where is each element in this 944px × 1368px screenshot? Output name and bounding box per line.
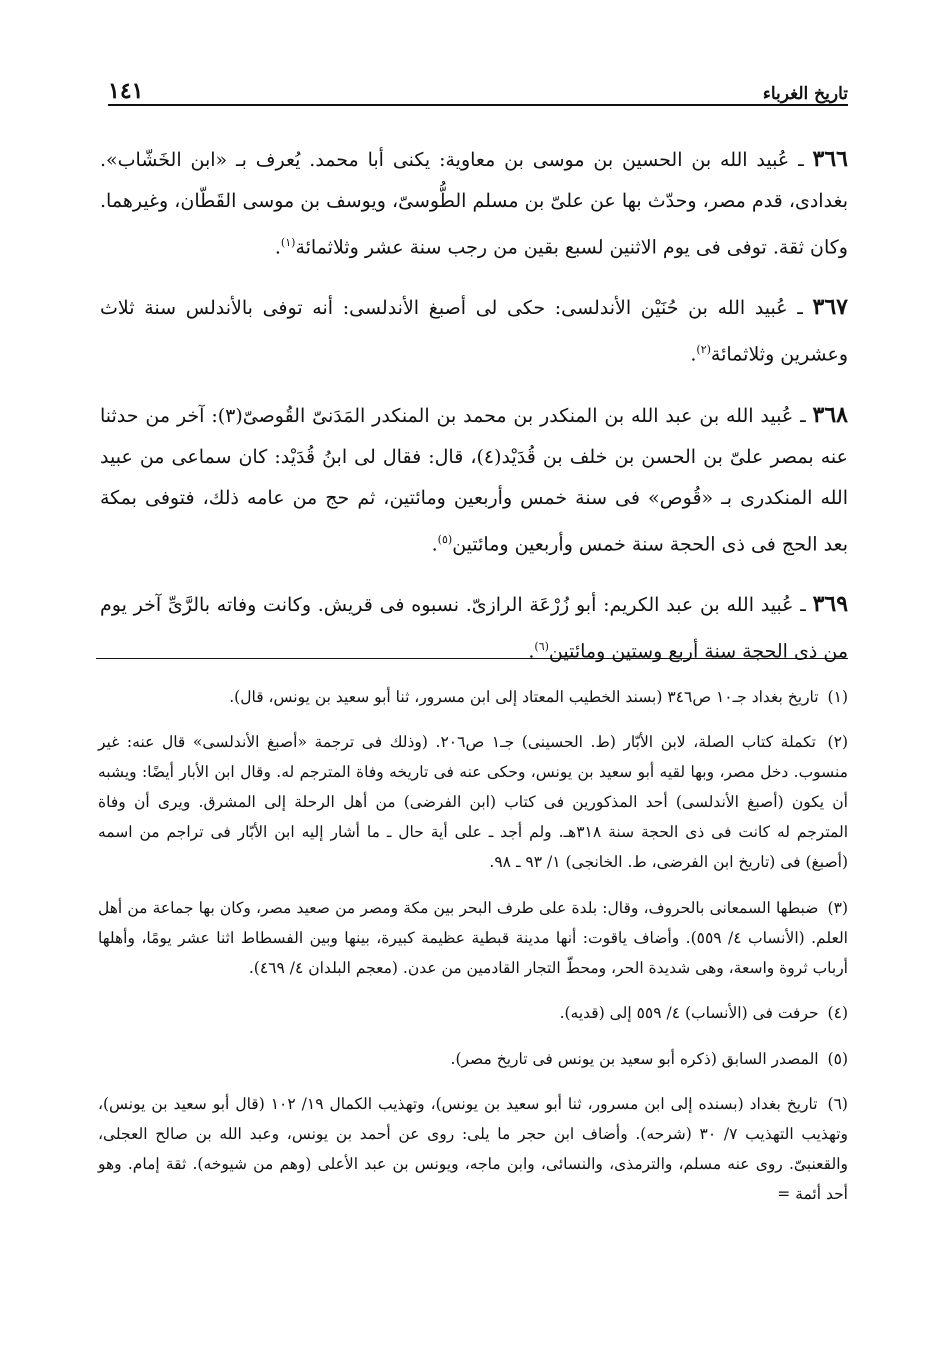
footnote-marker: (٢) (827, 733, 848, 751)
footnote-separator (96, 658, 848, 659)
footnote-marker: (٣) (827, 898, 848, 917)
entry-number: ٣٦٩ (812, 590, 849, 617)
footnote-marker: (٤) (827, 1004, 848, 1022)
entry-number: ٣٦٦ (812, 146, 848, 172)
footnote-marker: (٥) (827, 1049, 848, 1068)
entry-369: ٣٦٩ ـ عُبيد الله بن عبد الكريم: أبو زُرْعَة الرازىّ. نسبوه فى قريش. وكانت وفاته بالرَّىِّ آخر يوم من ذى الحجة سنة أربع وستين ومائتين$^{(٦)}$. (100, 590, 849, 663)
footnote-marker: (١) (827, 687, 848, 706)
entry-number: ٣٦٧ (812, 294, 848, 321)
footnote-ref: (٢) (696, 343, 711, 357)
entry-367: ٣٦٧ ـ عُبيد الله بن حُنَيْن الأندلسى: حكى لى أصبغ الأندلسى: أنه توفى بالأندلس سنة ثلاث وعشرين وثلاثمائة$^{(٢)}$. (100, 294, 848, 366)
footnote-1 (98, 682, 848, 712)
entry-text: عُبيد الله بن عبد الله بن المنكدر بن محمد بن المنكدر المَدَنىّ القُوصىّ(٣): آخر من حدثنا عنه بمصر علىّ بن الحسن بن خلف بن قُدَيْد(٤)، قال: فقال لى ابنُ قُدَيْد: كان سماعى من عبيد الله المنكدرى بـ «قُوص» فى سنة خمس وأربعين ومائتين، ثم حج من عامه ذلك، فتوفى بمكة بعد الحج فى ذى الحجة سنة خمس وأربعين ومائتين (100, 404, 848, 555)
footnote-ref: (١) (280, 236, 296, 249)
footnotes (98, 666, 848, 1213)
page-header (108, 70, 848, 106)
footnote-text: ضبطها السمعانى بالحروف، وقال: بلدة على طرف البحر بين مكة ومصر من صعيد مصر، وكان بها جماعة من أهل العلم. (الأنساب ٤/ ٥٥٩). وأضاف ياقوت: أنها مدينة قبطية عظيمة كبيرة، بينها وبين الفسطاط اثنا عشر يومًا، وأهلها أرباب ثروة واسعة، وهى شديدة الحر، ومحطّ التجار القادمين من عدن. (معجم البلدان ٤/ ٤٦٩). (98, 898, 848, 977)
footnote-ref: (٥) (437, 532, 453, 546)
footnote-4 (98, 998, 848, 1028)
entry-text: عُبيد الله بن حُنَيْن الأندلسى: حكى لى أصبغ الأندلسى: أنه توفى بالأندلس سنة ثلاث وعشرين وثلاثمائة (100, 297, 848, 366)
footnote-6 (98, 1089, 848, 1209)
footnote-3 (98, 893, 848, 983)
footnote-text: تاريخ بغداد جـ١٠ ص٣٤٦ (بسند الخطيب المعتاد إلى ابن مسرور، ثنا أبو سعيد بن يونس، قال). (229, 687, 819, 706)
running-title: تاريخ الغرباء (762, 84, 848, 104)
entry-number: ٣٦٨ (812, 401, 848, 428)
footnote-text: تكملة كتاب الصلة، لابن الأبّار (ط. الحسينى) جـ١ ص٢٠٦. (وذلك فى ترجمة «أصبغ الأندلسى» قال عنه: غير منسوب. دخل مصر، وبها لقيه أبو سعيد بن يونس، وحكى عنه فى تاريخه وفاة المترجم له. وقال ابن الأبار أيضًا: ويشبه أن يكون (أصبغ الأندلسى) أحد المذكورين فى كتاب (ابن الفرضى) من أهل الرحلة إلى المشرق. ويرى أن وفاة المترجم له كانت فى ذى الحجة سنة ٣١٨هـ. ولم أجد ـ على أية حال ـ ما أشار إليه ابن الأبّار فى تراجم من اسمه (أصبغ) فى (تاريخ ابن الفرضى، ط. الخانجى) ١/ ٩٣ ـ ٩٨. (98, 733, 848, 871)
entry-366: ٣٦٦ ـ عُبيد الله بن الحسين بن موسى بن معاوية: يكنى أبا محمد. يُعرف بـ «ابن الخَشّاب». بغدادى، قدم مصر، وحدّث بها عن علىّ بن مسلم الطُّوسىّ، ويوسف بن موسى القَطّان، وغيرهما. وكان ثقة. توفى فى يوم الاثنين لسبع بقين من رجب سنة عشر وثلاثمائة$^{(١)}$. (100, 146, 848, 259)
footnote-ref: (٦) (534, 639, 549, 653)
footnote-5 (98, 1044, 848, 1074)
footnote-marker: (٦) (827, 1095, 848, 1113)
biographical-entries (100, 120, 848, 682)
footnote-text: حرفت فى (الأنساب) ٤/ ٥٥٩ إلى (قديه). (559, 1004, 819, 1022)
entry-368: ٣٦٨ ـ عُبيد الله بن عبد الله بن المنكدر بن محمد بن المنكدر المَدَنىّ القُوصىّ(٣): آخر من حدثنا عنه بمصر علىّ بن الحسن بن خلف بن قُدَيْد(٤)، قال: فقال لى ابنُ قُدَيْد: كان سماعى من عبيد الله المنكدرى بـ «قُوص» فى سنة خمس وأربعين ومائتين، ثم حج من عامه ذلك، فتوفى بمكة بعد الحج فى ذى الحجة سنة خمس وأربعين ومائتين$^{(٥)}$. (100, 401, 848, 555)
entry-text: عُبيد الله بن الحسين بن موسى بن معاوية: يكنى أبا محمد. يُعرف بـ «ابن الخَشّاب». بغدادى، قدم مصر، وحدّث بها عن علىّ بن مسلم الطُّوسىّ، ويوسف بن موسى القَطّان، وغيرهما. وكان ثقة. توفى فى يوم الاثنين لسبع بقين من رجب سنة عشر وثلاثمائة (100, 149, 848, 259)
footnote-text: المصدر السابق (ذكره أبو سعيد بن يونس فى تاريخ مصر). (450, 1049, 819, 1068)
footnote-text: تاريخ بغداد (بسنده إلى ابن مسرور، ثنا أبو سعيد بن يونس)، وتهذيب الكمال ١٩/ ١٠٢ (قال أبو سعيد بن يونس)، وتهذيب التهذيب ٧/ ٣٠ (شرحه). وأضاف ابن حجر ما يلى: روى عن أحمد بن يونس، وعبد الله بن صالح العجلى، والقعنبىّ. روى عنه مسلم، والترمذى، والنسائى، وابن ماجه، ويونس بن عبد الأعلى (وهم من شيوخه). ثقة إمام. وهو أحد أئمة = (98, 1095, 849, 1203)
footnote-2 (98, 727, 848, 877)
entry-text: عُبيد الله بن عبد الكريم: أبو زُرْعَة الرازىّ. نسبوه فى قريش. وكانت وفاته بالرَّىِّ آخر يوم من ذى الحجة سنة أربع وستين ومائتين (100, 593, 848, 663)
page-number: ١٤١ (108, 78, 144, 104)
